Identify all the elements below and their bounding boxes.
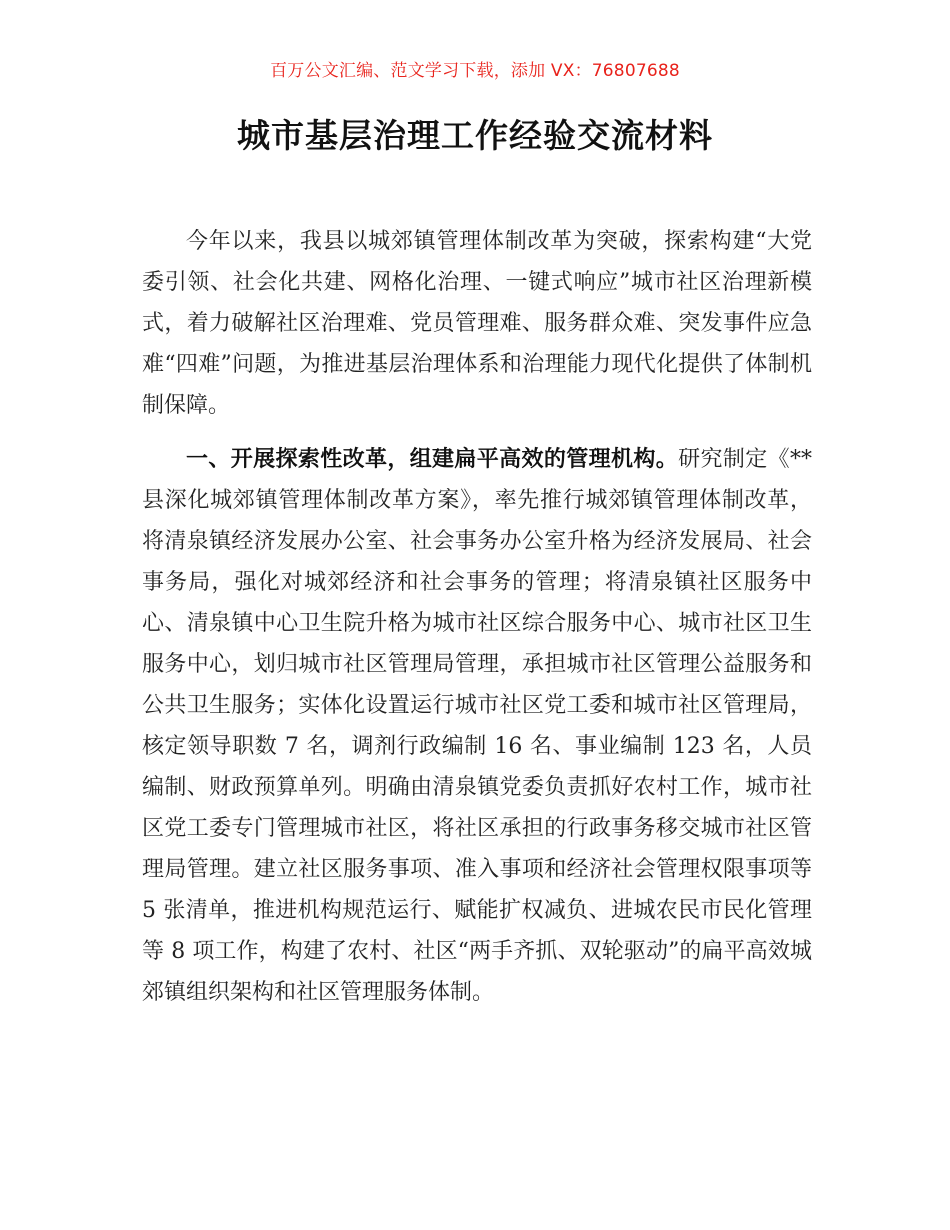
intro-paragraph-text: 今年以来，我县以城郊镇管理体制改革为突破，探索构建“大党委引领、社会化共建、网格化治理、一键式响应”城市社区治理新模式，着力破解社区治理难、党员管理难、服务群众难、突发事件应急难“四难”问题，为推进基层治理体系和治理能力现代化提供了体制机制保障。 xyxy=(142,229,812,418)
header-watermark-note: 百万公文汇编、范文学习下载，添加 VX：76807688 xyxy=(270,61,680,81)
intro-paragraph xyxy=(142,221,812,426)
document-body xyxy=(142,221,812,1026)
section-1-heading: 一、开展探索性改革，组建扁平高效的管理机构。 xyxy=(186,446,679,472)
section-1-text: 研究制定《**县深化城郊镇管理体制改革方案》，率先推行城郊镇管理体制改革，将清泉镇经济发展办公室、社会事务办公室升格为经济发展局、社会事务局，强化对城郊经济和社会事务的管理；将清泉镇社区服务中心、清泉镇中心卫生院升格为城市社区综合服务中心、城市社区卫生服务中心，划归城市社区管理局管理，承担城市社区管理公益服务和公共卫生服务；实体化设置运行城市社区党工委和城市社区管理局，核定领导职数 7 名，调剂行政编制 16 名、事业编制 123 名，人员编制、财政预算单列。明确由清泉镇党委负责抓好农村工作，城市社区党工委专门管理城市社区，将社区承担的行政事务移交城市社区管理局管理。建立社区服务事项、准入事项和经济社会管理权限事项等 5 张清单，推进机构规范运行、赋能扩权减负、进城农民市民化管理等 8 项工作，构建了农村、社区“两手齐抓、双轮驱动”的扁平高效城郊镇组织架构和社区管理服务体制。 xyxy=(142,447,812,1005)
section-1-paragraph xyxy=(142,439,812,1013)
document-title: 城市基层治理工作经验交流材料 xyxy=(237,116,713,155)
